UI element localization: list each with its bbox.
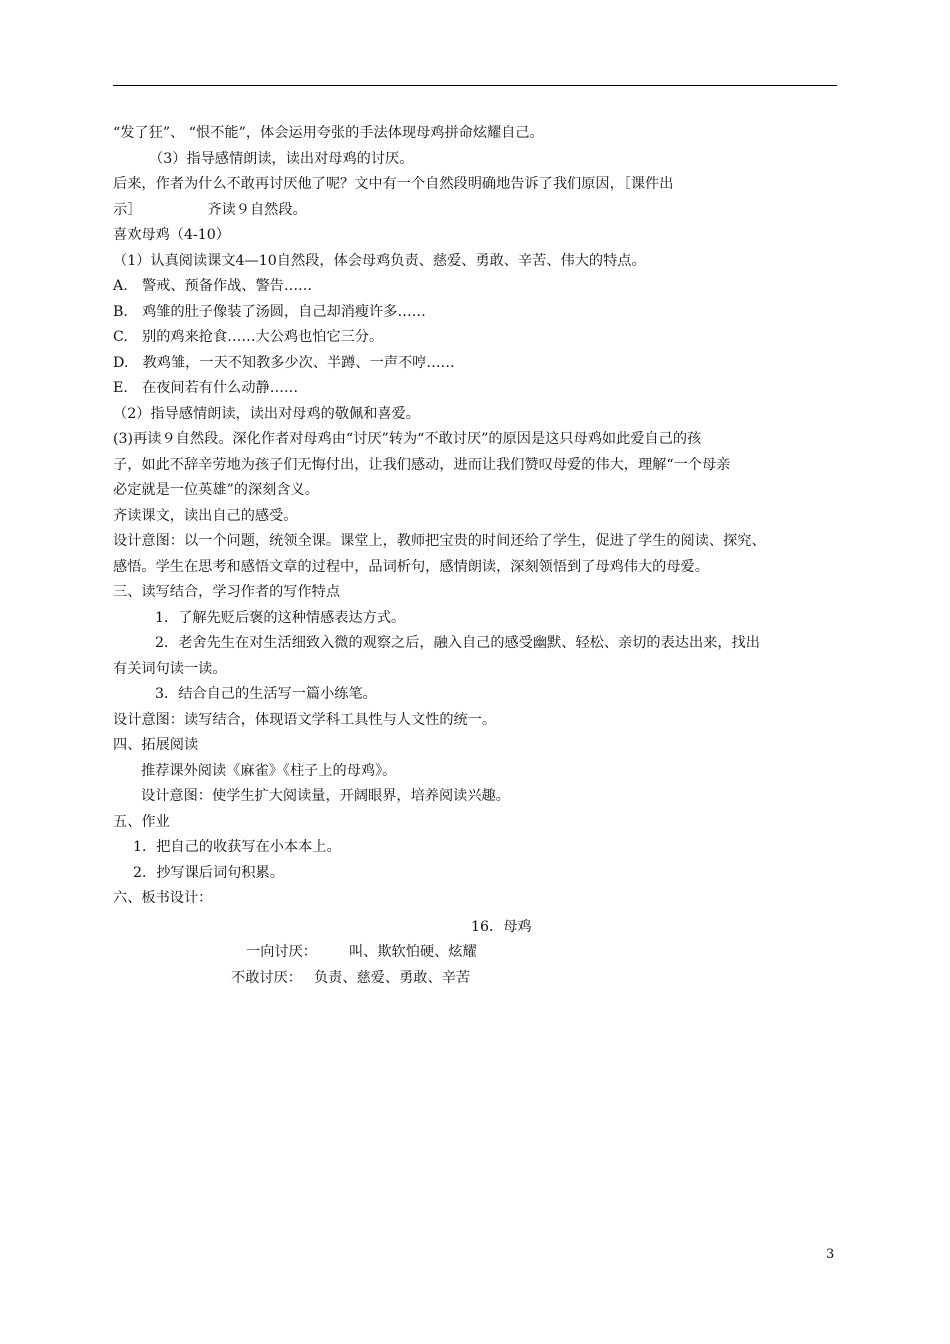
- list-item: C. 别的鸡来抢食……大公鸡也怕它三分。: [113, 329, 384, 345]
- text-line: 齐读课文，读出自己的感受。: [113, 507, 298, 524]
- list-item: A. 警戒、预备作战、警告……: [113, 278, 313, 294]
- text-line: 设计意图：读写结合，体现语文学科工具性与人文性的统一。: [113, 711, 497, 728]
- text-line: 推荐课外阅读《麻雀》《柱子上的母鸡》。: [141, 762, 397, 779]
- text-line: “发了狂”、 “恨不能”，体会运用夸张的手法体现母鸡拼命炫耀自己。: [113, 125, 544, 141]
- board-text: 负责、慈爱、勇敢、辛苦: [313, 969, 471, 986]
- list-item: 2．抄写课后词句积累。: [133, 864, 284, 881]
- text-fragment: 齐读９自然段。: [207, 201, 307, 218]
- board-row: [113, 966, 839, 992]
- page-number: 3: [826, 1247, 835, 1262]
- text-line: (3)再读９自然段。深化作者对母鸡由“讨厌”转为“不敢讨厌”的原因是这只母鸡如此爱自己的孩: [113, 431, 702, 447]
- text-line: 后来，作者为什么不敢再讨厌他了呢？文中有一个自然段明确地告诉了我们原因，［课件出: [113, 176, 674, 192]
- section-heading: 四、拓展阅读: [113, 737, 199, 753]
- list-item: B. 鸡雏的肚子像装了汤圆，自己却消瘦许多……: [113, 303, 426, 320]
- text-line: 设计意图：使学生扩大阅读量，开阔眼界，培养阅读兴趣。: [141, 788, 510, 804]
- list-item: 1．了解先贬后褒的这种情感表达方式。: [155, 609, 406, 626]
- section-heading: 六、板书设计：: [113, 890, 213, 906]
- section-heading: 五、作业: [113, 813, 170, 830]
- list-item: 1．把自己的收获写在小本本上。: [133, 839, 341, 855]
- board-label: 一向讨厌：: [246, 944, 317, 960]
- text-line: 必定就是一位英雄”的深刻含义。: [113, 482, 319, 498]
- text-line: （1）认真阅读课文4—10自然段，体会母鸡负责、慈爱、勇敢、辛苦、伟大的特点。: [113, 252, 646, 269]
- header-rule: [113, 85, 837, 86]
- section-heading: 三、读写结合，学习作者的写作特点: [113, 584, 341, 600]
- list-item: 2．老舍先生在对生活细致入微的观察之后，融入自己的感受幽默、轻松、亲切的表达出来，找出: [155, 635, 760, 651]
- text-line: （2）指导感情朗读，读出对母鸡的敬佩和喜爱。: [113, 405, 420, 422]
- list-item: D. 教鸡雏，一天不知教多少次、半蹲、一声不哼……: [113, 354, 455, 371]
- board-row: [113, 940, 839, 966]
- text-line: 子，如此不辞辛劳地为孩子们无悔付出，让我们感动，进而让我们赞叹母爱的伟大，理解“一个母亲: [113, 456, 731, 473]
- text-line: 感悟。学生在思考和感悟文章的过程中，品词析句，感情朗读，深刻领悟到了母鸡伟大的母爱。: [113, 558, 709, 575]
- board-label: 不敢讨厌：: [231, 969, 302, 986]
- text-line: 有关词句读一读。: [113, 660, 227, 677]
- list-item: 3．结合自己的生活写一篇小练笔。: [155, 686, 377, 702]
- document-body: [113, 121, 839, 991]
- text-fragment: 示］: [113, 201, 142, 218]
- text-line: （3）指导感情朗读，读出对母鸡的讨厌。: [149, 150, 414, 167]
- text-line: 设计意图：以一个问题，统领全课。课堂上，教师把宝贵的时间还给了学生，促进了学生的阅读、探究、: [113, 533, 766, 549]
- board-title: 16．母鸡: [471, 918, 532, 935]
- list-item: E. 在夜间若有什么动静……: [113, 380, 299, 396]
- text-line: [113, 198, 839, 224]
- section-heading: 喜欢母鸡（4-10）: [113, 227, 230, 243]
- board-text: 叫、欺软怕硬、炫耀: [348, 944, 477, 960]
